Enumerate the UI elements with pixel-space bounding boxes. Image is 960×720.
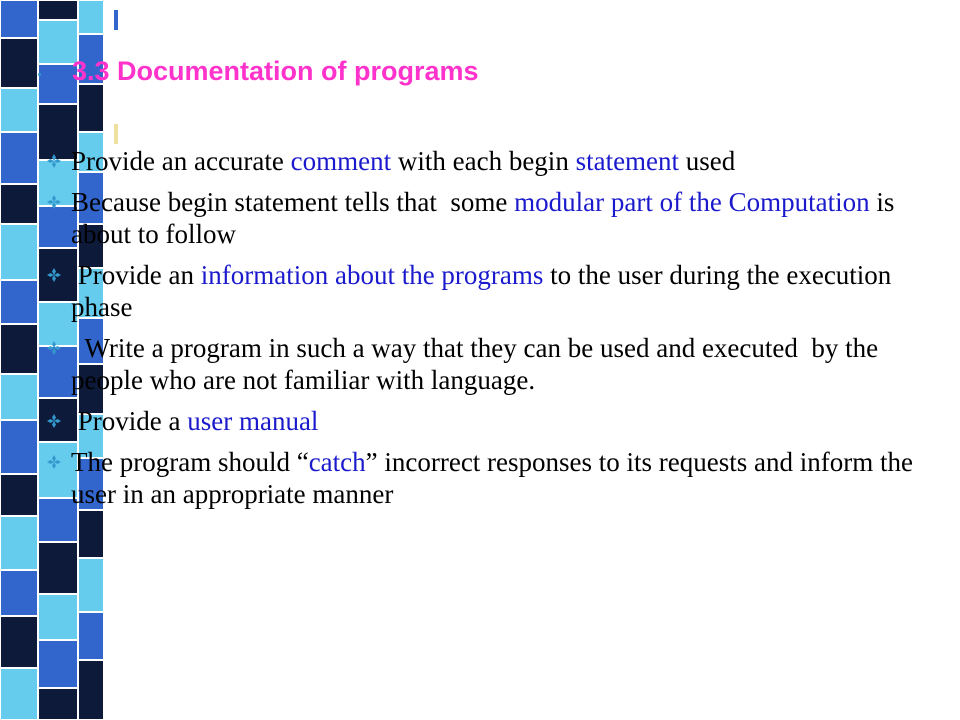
text-segment: Provide an (71, 260, 201, 290)
text-segment: with each begin (391, 146, 576, 176)
bullet-text (71, 187, 901, 249)
accent-mark-middle (114, 124, 118, 144)
mosaic-tile (38, 594, 78, 640)
mosaic-tile (0, 324, 38, 374)
bullet-text (71, 447, 920, 509)
text-segment: is about to follow (71, 187, 902, 249)
mosaic-tile (38, 640, 78, 688)
bullet-text (71, 333, 885, 395)
highlighted-term: user manual (187, 406, 319, 436)
mosaic-tile (0, 616, 38, 668)
bullet-item (40, 446, 920, 510)
mosaic-tile (0, 280, 38, 324)
mosaic-tile (0, 224, 38, 280)
mosaic-tile (0, 474, 38, 516)
mosaic-tile (0, 184, 38, 224)
mosaic-tile (78, 660, 104, 720)
diamond-four-petal-icon (47, 341, 61, 355)
mosaic-tile (38, 542, 78, 594)
mosaic-tile (0, 570, 38, 616)
accent-mark-top (114, 10, 118, 30)
mosaic-tile (0, 38, 38, 88)
diamond-four-petal-icon (47, 195, 61, 209)
text-segment: Write a program in such a way that they can be used and executed by the people who are not familiar with language. (71, 333, 885, 395)
highlighted-term: statement (575, 146, 680, 176)
mosaic-tile (78, 84, 104, 132)
bullet-list (40, 145, 920, 519)
text-segment: used (679, 146, 736, 176)
text-segment: ” incorrect responses to its requests and inform the user in an appropriate manner (71, 447, 920, 509)
mosaic-tile (0, 668, 38, 720)
diamond-four-petal-icon (47, 414, 61, 428)
diamond-four-petal-icon (47, 154, 61, 168)
highlighted-term: comment (290, 146, 392, 176)
mosaic-tile (38, 0, 78, 20)
highlighted-term: catch (308, 447, 366, 477)
mosaic-tile (78, 558, 104, 612)
bullet-item (40, 332, 920, 396)
slide-title: 3.3 Documentation of programs (72, 56, 479, 86)
text-segment: to the user during the execution phase (71, 260, 899, 322)
bullet-text (71, 406, 318, 436)
text-segment: Provide an accurate (71, 146, 291, 176)
bullet-item (40, 405, 920, 437)
text-segment: The program should “ (71, 447, 309, 477)
bullet-item (40, 145, 920, 177)
mosaic-tile (0, 132, 38, 184)
text-segment: Provide a (71, 406, 188, 436)
mosaic-tile (0, 88, 38, 132)
mosaic-tile (78, 612, 104, 660)
mosaic-tile (0, 420, 38, 474)
text-segment: Because begin statement tells that some (71, 187, 515, 217)
mosaic-tile (0, 0, 38, 38)
bullet-item (40, 186, 920, 250)
highlighted-term: information about the programs (200, 260, 544, 290)
bullet-text (71, 146, 735, 176)
diamond-four-petal-icon (47, 268, 61, 282)
diamond-four-petal-icon (47, 455, 61, 469)
bullet-item (40, 259, 920, 323)
mosaic-tile (0, 374, 38, 420)
mosaic-tile (0, 516, 38, 570)
mosaic-tile (78, 0, 104, 34)
title-bullet-dot (38, 73, 41, 76)
highlighted-term: modular part of the Computation (514, 187, 870, 217)
mosaic-tile (38, 688, 78, 720)
bullet-text (71, 260, 898, 322)
